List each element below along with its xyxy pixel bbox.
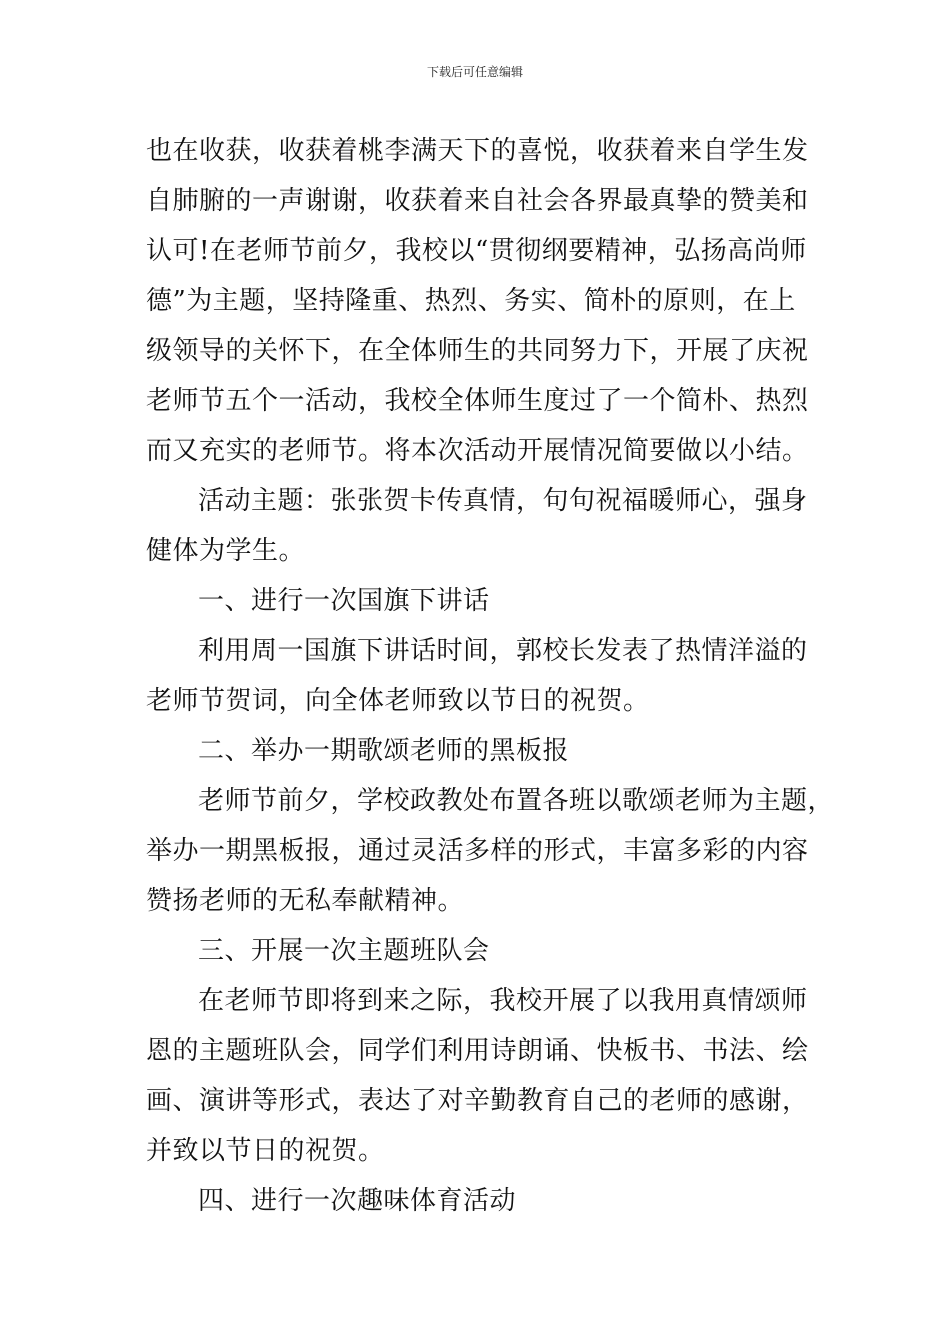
- page-header: 下载后可任意编辑: [426, 65, 523, 79]
- paragraph-line: 老师节贺词，向全体老师致以节日的祝贺。: [146, 686, 650, 716]
- paragraph-line: 也在收获，收获着桃李满天下的喜悦，收获着来自学生发: [146, 136, 809, 166]
- section-heading: 三、开展一次主题班队会: [198, 936, 490, 966]
- paragraph-line: 恩的主题班队会，同学们利用诗朗诵、快板书、书法、绘: [146, 1036, 809, 1066]
- section-heading: 四、进行一次趣味体育活动: [198, 1186, 517, 1216]
- paragraph-line: 活动主题：张张贺卡传真情，句句祝福暖师心，强身: [198, 486, 808, 516]
- paragraph-line: 老师节五个一活动，我校全体师生度过了一个简朴、热烈: [146, 386, 809, 416]
- paragraph-line: 举办一期黑板报，通过灵活多样的形式，丰富多彩的内容: [146, 836, 809, 866]
- paragraph-line: 老师节前夕，学校政教处布置各班以歌颂老师为主题，: [198, 786, 835, 816]
- paragraph-line: 赞扬老师的无私奉献精神。: [146, 886, 465, 916]
- paragraph-line: 德”为主题，坚持隆重、热烈、务实、简朴的原则，在上: [146, 286, 796, 316]
- section-heading: 二、举办一期歌颂老师的黑板报: [198, 736, 570, 766]
- document-body: [146, 126, 835, 1226]
- paragraph-line: 在老师节即将到来之际，我校开展了以我用真情颂师: [198, 986, 808, 1016]
- paragraph-line: 并致以节日的祝贺。: [146, 1136, 385, 1166]
- paragraph-line: 而又充实的老师节。将本次活动开展情况简要做以小结。: [146, 436, 809, 466]
- paragraph-line: 自肺腑的一声谢谢，收获着来自社会各界最真挚的赞美和: [146, 186, 809, 216]
- section-heading: 一、进行一次国旗下讲话: [198, 586, 490, 616]
- paragraph-line: 画、演讲等形式，表达了对辛勤教育自己的老师的感谢，: [146, 1086, 809, 1116]
- paragraph-line: 利用周一国旗下讲话时间，郭校长发表了热情洋溢的: [198, 636, 808, 666]
- paragraph-line: 级领导的关怀下，在全体师生的共同努力下，开展了庆祝: [146, 336, 809, 366]
- paragraph-line: 健体为学生。: [146, 536, 306, 566]
- paragraph-line: 认可!在老师节前夕，我校以“贯彻纲要精神，弘扬高尚师: [146, 236, 807, 266]
